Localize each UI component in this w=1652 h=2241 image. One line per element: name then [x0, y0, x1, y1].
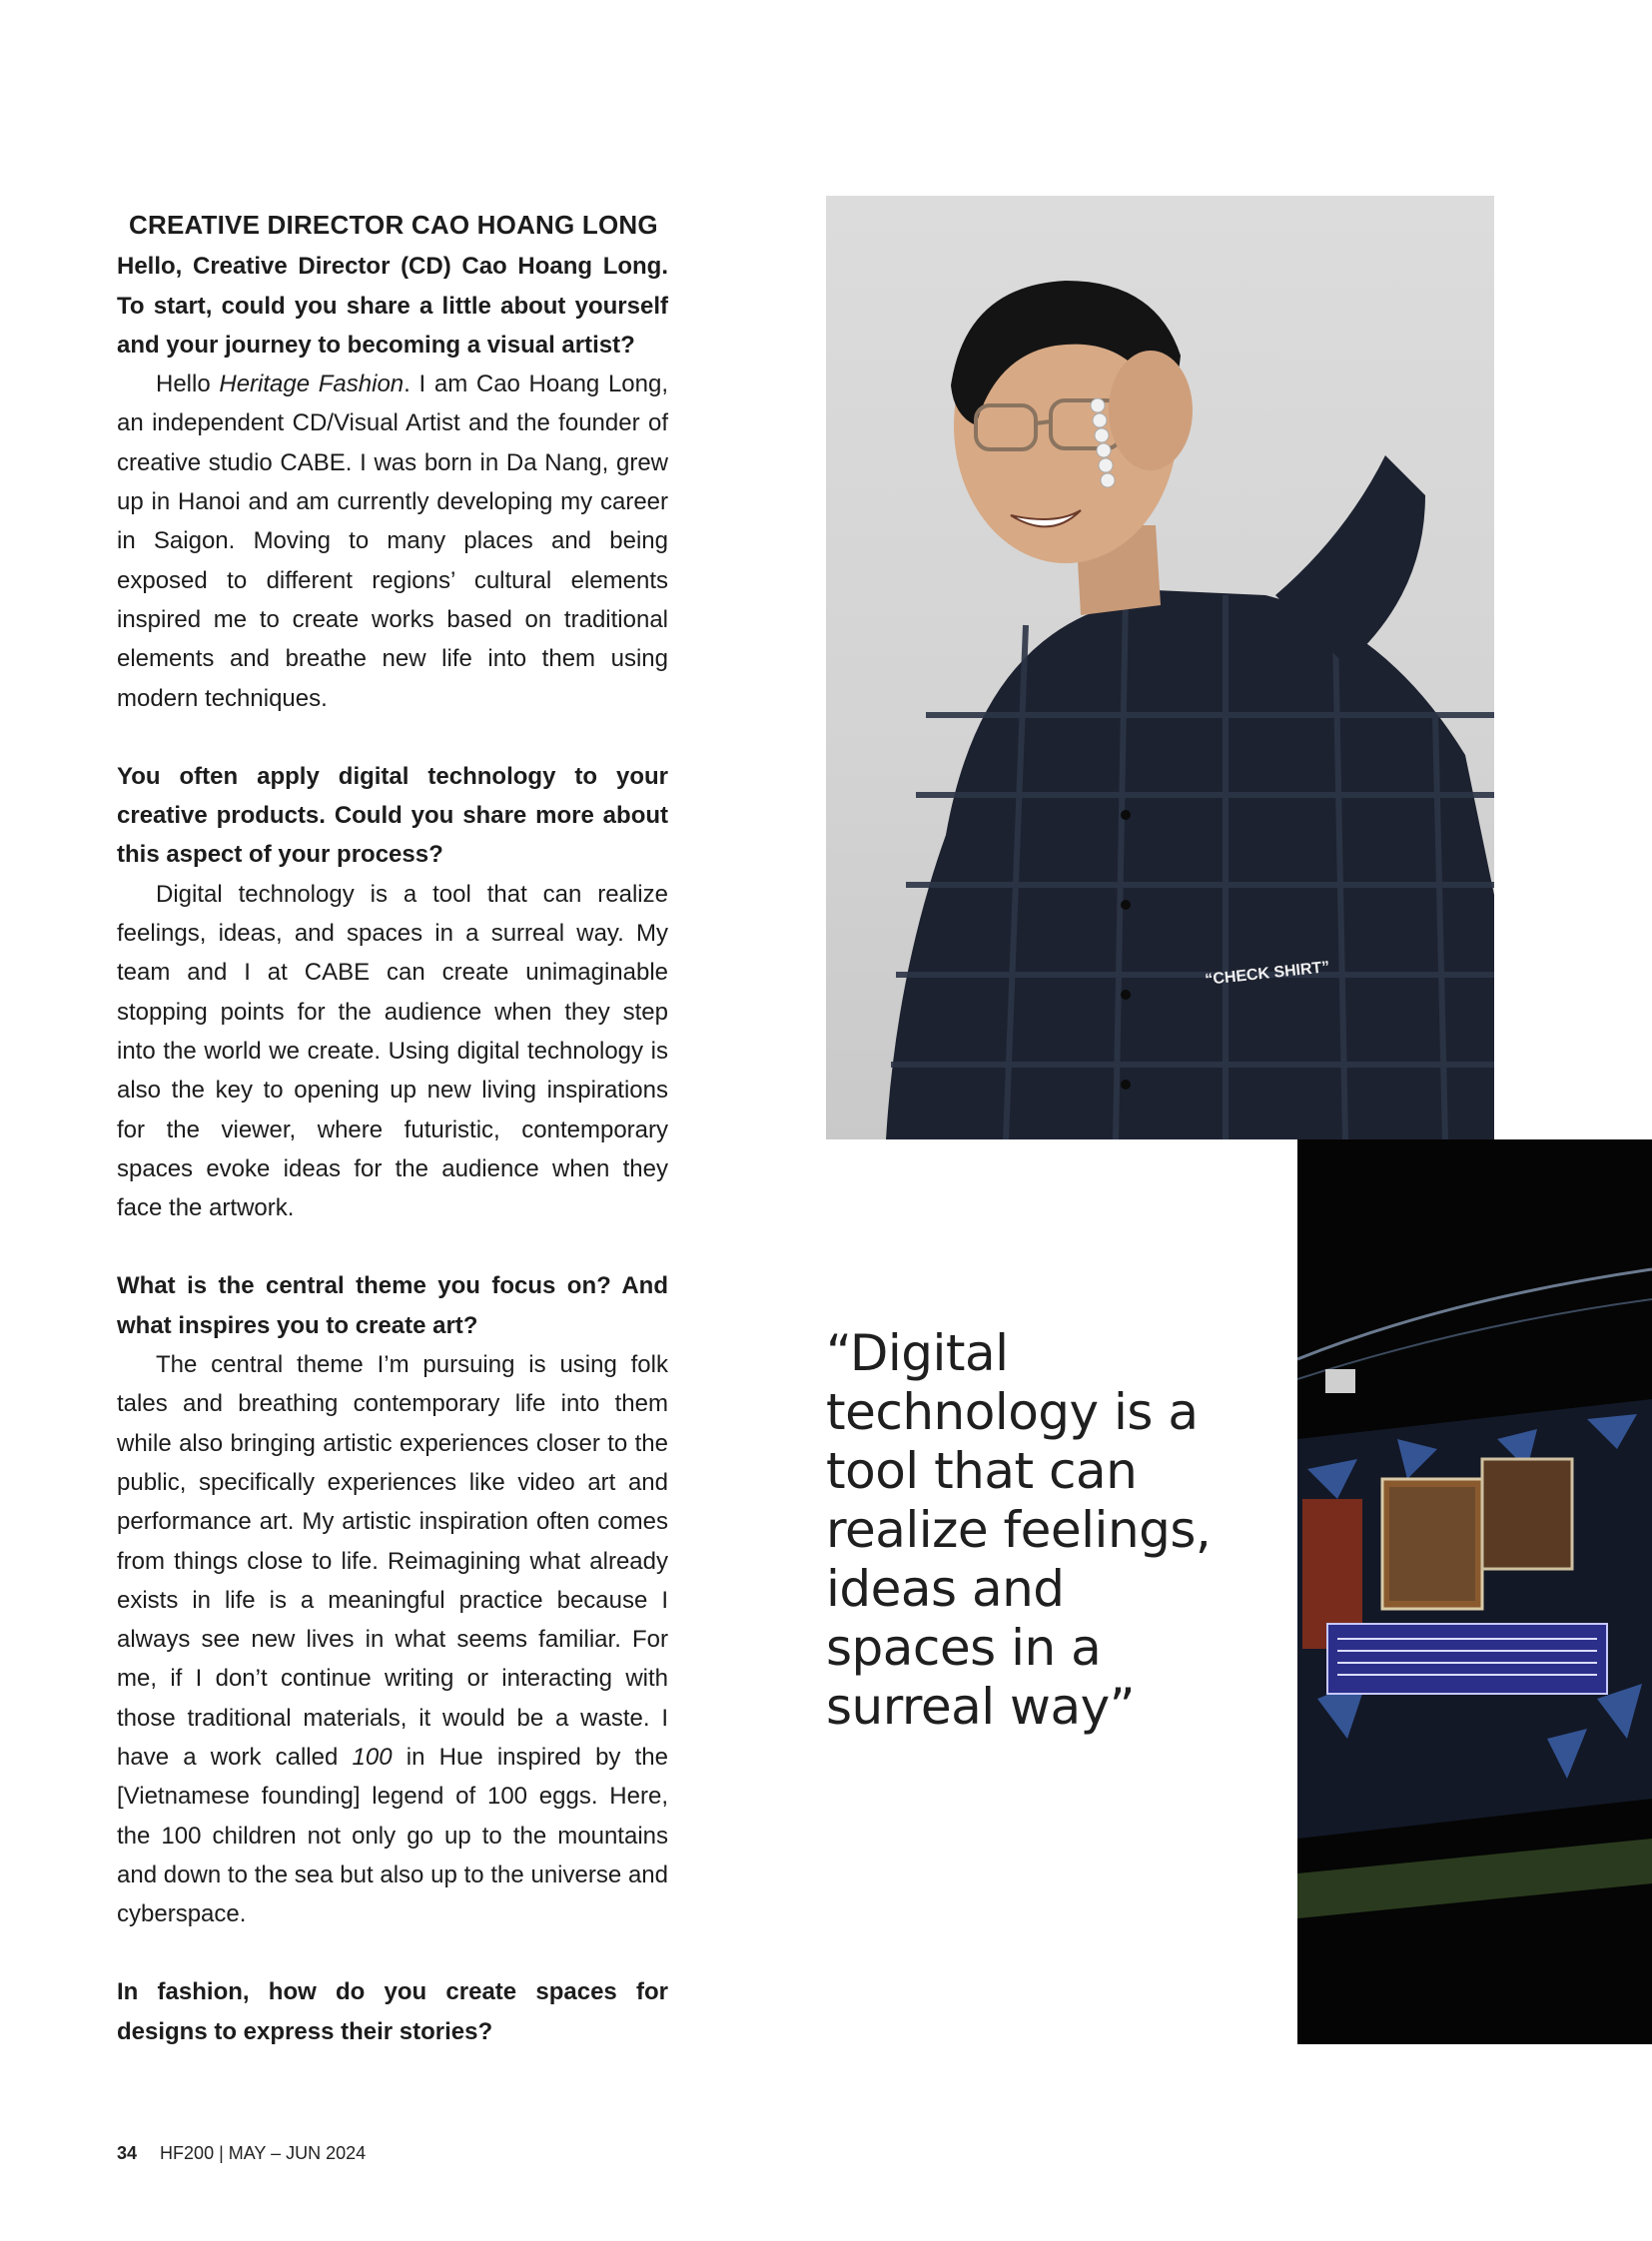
question-4: In fashion, how do you create spaces for designs to express their stories?	[117, 1978, 668, 2045]
portrait-photo	[826, 196, 1494, 1139]
question-2: You often apply digital technology to your creative products. Could you share more about this aspect of your process?	[117, 762, 668, 869]
answer-1-text: Hello	[156, 371, 220, 398]
page-footer	[117, 2143, 366, 2164]
issue-info: HF200 | MAY – JUN 2024	[160, 2143, 367, 2163]
answer-1-emphasis: Heritage Fashion	[219, 371, 405, 398]
answer-1-text-cont: . I am Cao Hoang Long, an independent CD/Visual Artist and the founder of creative studio CABE. I was born in Da Nang, grew up in Hanoi and am currently developing my career in Saigon. Moving to many places and being exposed to different regions’ cultural elements inspired me to create works based on traditional elements and breathe new life into them using modern techniques.	[117, 371, 669, 712]
shirt-print-text: “CHECK SHIRT”	[1204, 958, 1331, 989]
answer-2: Digital technology is a tool that can realize feelings, ideas, and spaces in a surreal way. My team and I at CABE can create unimaginable stopping points for the audience when they step into the world we create. Using digital technology is also the key to opening up new living inspirations for the viewer, where futuristic, contemporary spaces evoke ideas for the audience when they face the artwork.	[117, 880, 668, 1222]
installation-illustration	[1297, 1139, 1652, 2044]
portrait-illustration	[826, 196, 1494, 1139]
answer-3-emphasis: 100	[352, 1743, 393, 1771]
answer-3-text: The central theme I’m pursuing is using folk tales and breathing contemporary life into them while also bringing artistic experiences closer to the public, specifically experiences like video art and performance art. My artistic inspiration often comes from things close to life. Reimagining what already exists in life is a meaningful practice because I always see new lives in what seems familiar. For me, if I don’t continue writing or interacting with those traditional materials, it would be a waste. I have a work called	[117, 1351, 668, 1771]
pull-quote: “Digital technology is a tool that can realize feelings, ideas and spaces in a surreal way”	[826, 1324, 1212, 1736]
answer-1	[117, 365, 668, 718]
answer-3-text-cont: in Hue inspired by the [Vietnamese founding] legend of 100 eggs. Here, the 100 children not only go up to the mountains and down to the sea but also up to the universe and cyberspace.	[117, 1743, 668, 1928]
question-1: Hello, Creative Director (CD) Cao Hoang Long. To start, could you share a little about yourself and your journey to becoming a visual artist?	[117, 253, 668, 359]
article-heading: CREATIVE DIRECTOR CAO HOANG LONG	[129, 210, 658, 240]
question-3: What is the central theme you focus on? And what inspires you to create art?	[117, 1272, 668, 1339]
article-column	[117, 206, 668, 2051]
answer-3	[117, 1345, 668, 1933]
installation-photo	[1297, 1139, 1652, 2044]
page-number: 34	[117, 2143, 138, 2163]
